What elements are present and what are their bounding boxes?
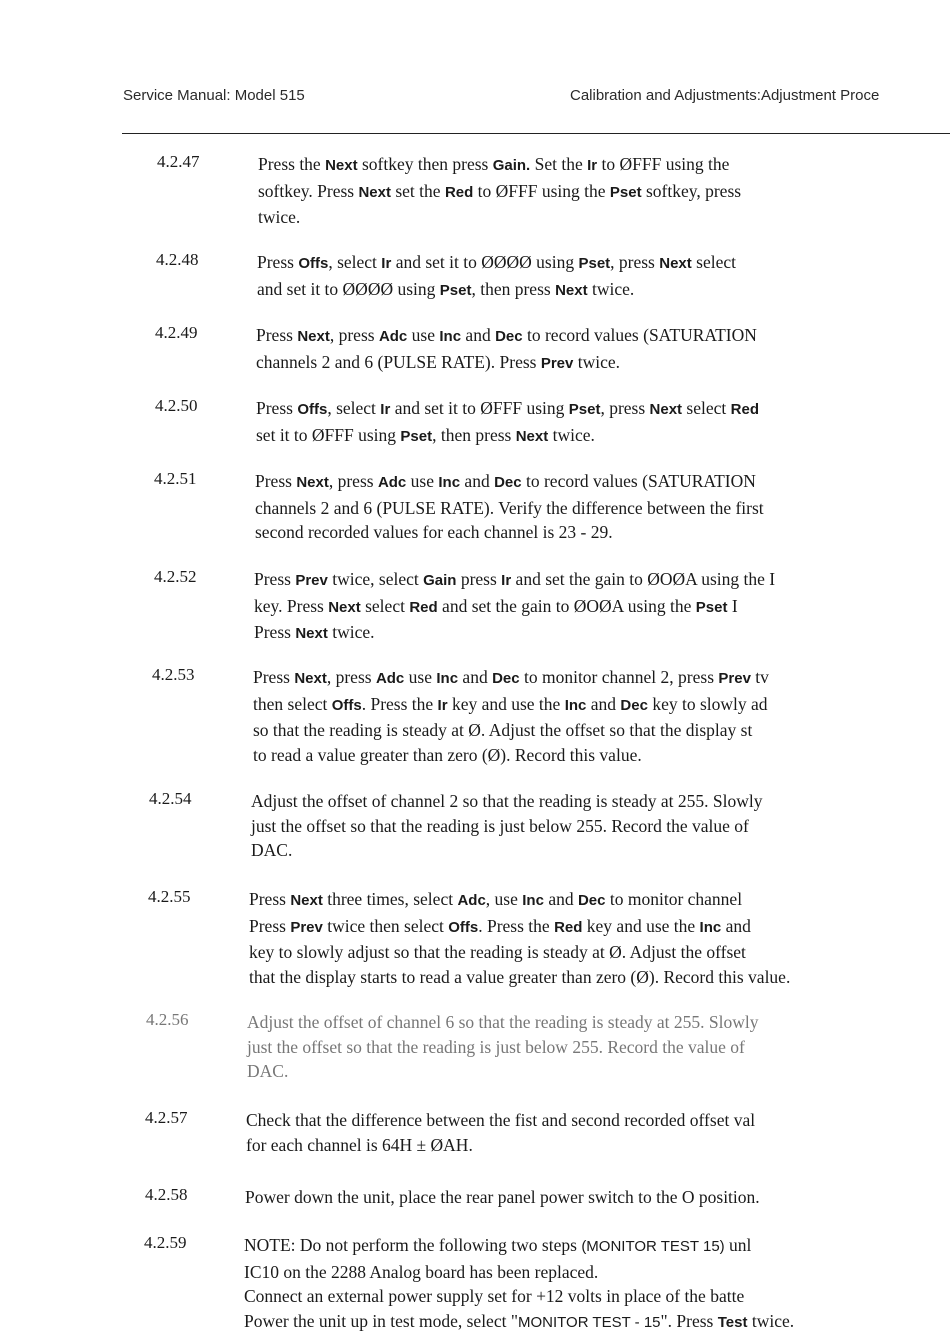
step-line [257, 250, 950, 277]
key-name: Adc [457, 892, 486, 909]
key-name: Next [297, 328, 330, 345]
text-run: just the offset so that the reading is just below 255. Record the value of [251, 815, 749, 836]
text-run: to read a value greater than zero (Ø). Record this value. [253, 744, 642, 765]
step-line [255, 520, 950, 545]
key-name: Next [659, 255, 692, 272]
text-run: twice. [573, 351, 621, 372]
key-name: Offs [298, 255, 329, 272]
step-text [253, 665, 950, 767]
text-run: Check that the difference between the fist and second recorded offset val [246, 1110, 756, 1130]
key-name: Next [515, 427, 549, 445]
key-name: Prev [295, 572, 328, 589]
key-name: Dec [620, 696, 648, 714]
text-run: so that the reading is steady at Ø. Adjust the offset so that the display st [253, 720, 753, 740]
key-name: Pset [400, 427, 433, 445]
step-line [255, 496, 950, 521]
text-run: I [727, 595, 738, 616]
running-header-left: Service Manual: Model 515 [123, 87, 305, 104]
text-run: , select [328, 252, 382, 272]
text-run: NOTE: Do not perform the following two steps [244, 1235, 582, 1255]
step-number: 4.2.55 [148, 887, 191, 906]
text-run: set the [390, 180, 445, 201]
step-text [251, 789, 950, 863]
text-run: then select [253, 693, 332, 714]
key-name: Offs [448, 918, 479, 936]
step-text [255, 469, 950, 545]
header-rule [122, 133, 950, 134]
text-run: DAC. [251, 840, 293, 860]
text-run: and set it to ØØØØ using [257, 278, 440, 299]
step-line [253, 743, 950, 768]
key-name: Ir [380, 401, 391, 418]
text-run: , then press [471, 278, 556, 299]
text-run: and [543, 889, 578, 909]
step-line [254, 567, 950, 594]
step-line [244, 1309, 950, 1336]
key-name: Red [554, 918, 583, 936]
step-line [257, 277, 950, 304]
step-number: 4.2.58 [145, 1185, 188, 1204]
key-name: Adc [378, 328, 408, 345]
test-name: (MONITOR TEST 15) [581, 1238, 725, 1255]
step-line [256, 323, 950, 350]
step-text [247, 1010, 950, 1084]
text-run: to ØFFF using the [473, 180, 610, 201]
key-name: Adc [375, 670, 405, 687]
key-name: Pset [609, 183, 642, 201]
text-run: Press [253, 667, 295, 687]
text-run: Press [256, 398, 298, 418]
text-run: twice. [258, 207, 301, 227]
step-line [255, 469, 950, 496]
step-line [245, 1185, 950, 1210]
text-run: Set the [530, 154, 588, 174]
key-name: Inc [439, 328, 462, 345]
text-run: and set it to ØØØØ using [391, 252, 579, 272]
key-name: Gain [423, 572, 457, 589]
text-run: select [691, 252, 736, 272]
text-run: , use [485, 889, 523, 909]
text-run: channels 2 and 6 (PULSE RATE). Press [256, 351, 541, 372]
key-name: Dec [494, 474, 522, 491]
text-run: Adjust the offset of channel 6 so that the reading is steady at 255. Slowly [247, 1012, 759, 1032]
text-run: . Press the [478, 915, 555, 936]
step-line [246, 1133, 950, 1158]
step-number: 4.2.56 [146, 1010, 189, 1029]
text-run: that the display starts to read a value greater than zero (Ø). Record this value. [249, 966, 791, 987]
key-name: Offs [331, 696, 362, 714]
key-name: Gain. [492, 157, 531, 174]
text-run: softkey, press [641, 180, 742, 201]
key-name: Test [717, 1313, 748, 1331]
key-name: Prev [540, 354, 574, 372]
step-line [249, 887, 950, 914]
step-line [247, 1059, 950, 1084]
text-run: twice. [587, 278, 635, 299]
text-run: Power the unit up in test mode, select " [244, 1310, 518, 1331]
text-run: and set the gain to ØOØA using the [437, 595, 696, 616]
text-run: to record values (SATURATION [522, 325, 757, 345]
step-text [244, 1233, 950, 1335]
key-name: Next [555, 281, 588, 299]
text-run: key and use the [582, 915, 700, 936]
step-text [246, 1108, 950, 1157]
step-number: 4.2.50 [155, 396, 198, 415]
text-run: and [460, 471, 495, 491]
text-run: to monitor channel 2, press [519, 667, 719, 687]
text-run: Press [249, 889, 291, 909]
step-number: 4.2.53 [152, 665, 195, 684]
key-name: Pset [439, 281, 472, 299]
key-name: Offs [297, 401, 328, 418]
text-run: ". Press [660, 1310, 718, 1331]
text-run: use [407, 325, 440, 345]
text-run: softkey then press [357, 154, 493, 174]
step-line [251, 814, 950, 839]
step-line [253, 665, 950, 692]
text-run: , press [600, 398, 650, 418]
step-text [256, 323, 950, 376]
text-run: to ØFFF using the [597, 154, 730, 174]
step-line [254, 620, 950, 647]
text-run: second recorded values for each channel is 23 - 29. [255, 522, 613, 542]
key-name: Dec [495, 328, 523, 345]
text-run: for each channel is 64H ± ØAH. [246, 1134, 473, 1155]
text-run: three times, select [322, 889, 458, 909]
step-number: 4.2.51 [154, 469, 197, 488]
text-run: , press [326, 667, 376, 687]
text-run: and [586, 693, 621, 714]
text-run: select [360, 595, 410, 616]
key-name: Inc [522, 892, 544, 909]
text-run: Adjust the offset of channel 2 so that the reading is steady at 255. Slowly [251, 791, 763, 811]
text-run: Power down the unit, place the rear panel power switch to the O position. [245, 1187, 760, 1207]
text-run: Connect an external power supply set for +12 volts in place of the batte [244, 1286, 745, 1306]
key-name: Dec [492, 670, 520, 687]
step-line [247, 1010, 950, 1035]
step-line [254, 594, 950, 621]
key-name: Pset [568, 401, 601, 418]
text-run: Press [254, 622, 296, 642]
text-run: , press [610, 252, 660, 272]
text-run: just the offset so that the reading is just below 255. Record the value of [247, 1036, 745, 1057]
step-line [249, 940, 950, 965]
step-line [253, 692, 950, 719]
text-run: to record values (SATURATION [521, 471, 756, 491]
step-number: 4.2.59 [144, 1233, 187, 1252]
step-line [249, 914, 950, 941]
key-name: Red [409, 598, 438, 616]
step-line [244, 1260, 950, 1285]
text-run: , press [328, 471, 378, 491]
step-line [256, 423, 950, 450]
text-run: twice. [548, 424, 595, 445]
key-name: Next [358, 183, 391, 201]
key-name: Pset [695, 598, 728, 616]
key-name: Ir [587, 157, 598, 174]
step-number: 4.2.47 [157, 152, 200, 171]
key-name: Next [649, 401, 683, 418]
key-name: Next [325, 157, 358, 174]
text-run: twice. [327, 622, 375, 642]
text-run: key and use the [447, 693, 565, 714]
test-name: MONITOR TEST - 15 [517, 1313, 661, 1331]
step-line [258, 205, 950, 230]
text-run: key to slowly adjust so that the reading is steady at Ø. Adjust the offset [249, 942, 746, 962]
step-line [244, 1284, 950, 1309]
step-line [253, 718, 950, 743]
step-number: 4.2.57 [145, 1108, 188, 1127]
step-line [244, 1233, 950, 1260]
text-run: , press [329, 325, 379, 345]
text-run: and set the gain to ØOØA using the I [511, 569, 776, 589]
key-name: Inc [438, 474, 461, 491]
step-number: 4.2.48 [156, 250, 199, 269]
text-run: . Press the [361, 693, 438, 714]
key-name: Inc [564, 696, 587, 714]
step-line [251, 789, 950, 814]
text-run: DAC. [247, 1061, 289, 1081]
text-run: key to slowly ad [647, 693, 768, 714]
step-text [254, 567, 950, 647]
step-line [247, 1035, 950, 1060]
text-run: Press [256, 325, 298, 345]
step-text [257, 250, 950, 303]
text-run: and [458, 667, 493, 687]
text-run: Press [254, 569, 296, 589]
text-run: channels 2 and 6 (PULSE RATE). Verify the difference between the first [255, 497, 764, 518]
step-text [249, 887, 950, 989]
text-run: set it to ØFFF using [256, 424, 401, 445]
key-name: Prev [718, 670, 751, 687]
key-name: Next [295, 625, 328, 642]
key-name: Next [296, 474, 329, 491]
key-name: Next [290, 892, 323, 909]
step-number: 4.2.52 [154, 567, 197, 586]
running-header-right: Calibration and Adjustments:Adjustment Proce [570, 87, 880, 104]
text-run: and [461, 325, 496, 345]
text-run: softkey. Press [258, 180, 359, 201]
step-number: 4.2.49 [155, 323, 198, 342]
text-run: twice then select [322, 915, 449, 936]
step-line [256, 396, 950, 423]
step-line [246, 1108, 950, 1133]
step-line [251, 838, 950, 863]
text-run: tv [750, 667, 769, 687]
text-run: twice. [747, 1310, 795, 1331]
text-run: use [406, 471, 439, 491]
key-name: Inc [699, 918, 722, 936]
key-name: Next [328, 598, 361, 616]
text-run: Press the [258, 154, 326, 174]
key-name: Pset [578, 255, 611, 272]
step-text [256, 396, 950, 449]
text-run: IC10 on the 2288 Analog board has been replaced. [244, 1261, 599, 1282]
step-text [258, 152, 950, 230]
text-run: Press [257, 252, 299, 272]
step-line [258, 179, 950, 206]
key-name: Next [294, 670, 327, 687]
key-name: Ir [501, 572, 512, 589]
step-line [256, 350, 950, 377]
text-run: , select [327, 398, 381, 418]
key-name: Red [730, 401, 759, 418]
key-name: Ir [381, 255, 392, 272]
key-name: Red [444, 183, 474, 201]
text-run: and [721, 915, 751, 936]
text-run: twice, select [327, 569, 424, 589]
step-line [249, 965, 950, 990]
key-name: Prev [290, 918, 323, 936]
step-text [245, 1185, 950, 1210]
text-run: , then press [432, 424, 516, 445]
text-run: use [404, 667, 437, 687]
step-line [258, 152, 950, 179]
step-number: 4.2.54 [149, 789, 192, 808]
key-name: Inc [436, 670, 459, 687]
text-run: select [682, 398, 731, 418]
key-name: Dec [577, 892, 606, 909]
key-name: Ir [437, 696, 448, 714]
text-run: and set it to ØFFF using [390, 398, 569, 418]
key-name: Adc [377, 474, 407, 491]
text-run: Press [255, 471, 297, 491]
text-run: Press [249, 915, 291, 936]
text-run: to monitor channel [605, 889, 743, 909]
text-run: key. Press [254, 595, 329, 616]
text-run: press [456, 569, 502, 589]
text-run: unl [724, 1235, 752, 1255]
